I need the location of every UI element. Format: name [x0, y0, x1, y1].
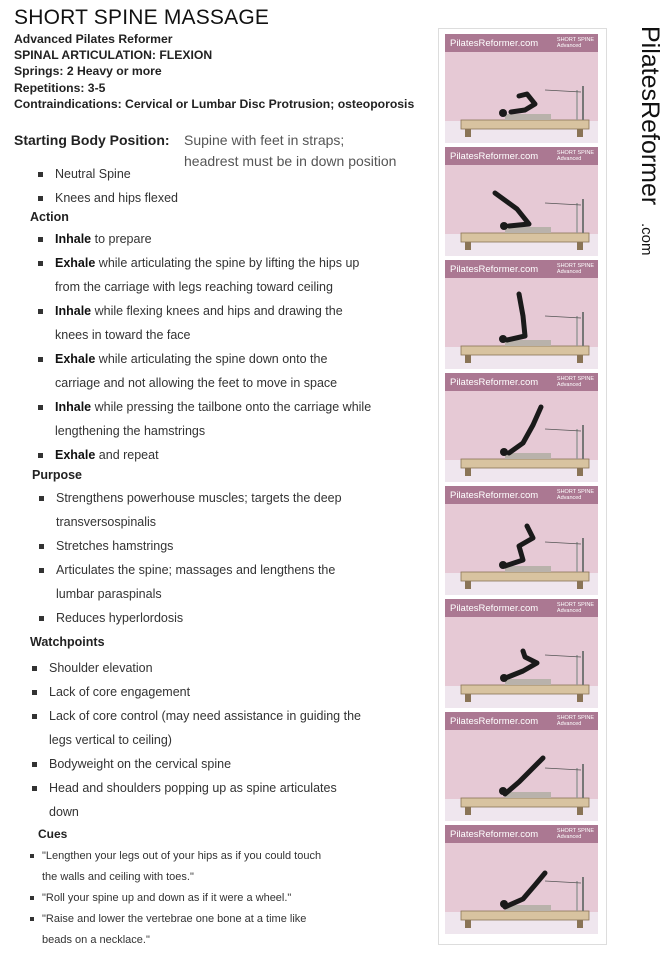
photo-tag-line: Advanced: [556, 382, 582, 388]
list-item: Knees and hips flexed: [55, 186, 178, 210]
cue-item-text-cont: beads on a necklace.": [42, 934, 150, 946]
brand-logo: [614, 22, 664, 272]
cues-list: [42, 846, 321, 951]
watchpoint-item-text: Lack of core control (may need assistance in guiding the: [49, 709, 361, 723]
purpose-heading: Purpose: [32, 468, 83, 482]
photo-watermark: PilatesReformer.com: [450, 377, 539, 388]
action-text-cont: from the carriage with legs reaching toward ceiling: [55, 280, 333, 294]
cue-item: [42, 909, 321, 951]
exercise-photo: [445, 34, 598, 143]
photo-tag-line: SHORT SPINE: [556, 150, 594, 156]
photo-tag-line: SHORT SPINE: [556, 376, 594, 382]
reformer-figure-drawing: [445, 147, 598, 256]
reformer-figure-drawing: [445, 486, 598, 595]
purpose-item-text: Stretches hamstrings: [56, 539, 174, 553]
watchpoint-item: [49, 680, 361, 704]
cue-item-text: "Raise and lower the vertebrae one bone at a time like: [42, 913, 307, 925]
starting-position: [14, 130, 397, 169]
photo-tag: [557, 715, 594, 727]
purpose-item: [56, 606, 342, 630]
action-text: while articulating the spine by lifting the hips up: [95, 256, 360, 270]
starting-position-line1: Supine with feet in straps;: [184, 132, 345, 148]
watchpoint-item: [49, 704, 361, 752]
photo-watermark: PilatesReformer.com: [450, 716, 539, 727]
cues-heading: Cues: [38, 827, 68, 841]
action-text-cont: carriage and not allowing the feet to move in space: [55, 376, 338, 390]
starting-position-list: [55, 162, 178, 210]
photo-tag-line: Advanced: [556, 43, 582, 49]
cue-item: [42, 846, 321, 888]
photo-tag: [557, 489, 594, 501]
photo-tag: [557, 263, 594, 275]
reformer-figure-drawing: [445, 260, 598, 369]
exercise-photo: [445, 147, 598, 256]
exercise-meta: [14, 31, 414, 112]
breath-label: Inhale: [55, 232, 92, 246]
photo-tag-line: Advanced: [556, 721, 582, 727]
watchpoint-item-text-cont: down: [49, 805, 79, 819]
reformer-figure-drawing: [445, 712, 598, 821]
photo-tag-line: SHORT SPINE: [556, 602, 594, 608]
level-text: Advanced Pilates Reformer: [14, 32, 173, 46]
purpose-item-text: Strengthens powerhouse muscles; targets the deep: [56, 491, 342, 505]
exercise-photo: [445, 825, 598, 934]
exercise-photo: [445, 712, 598, 821]
action-text: and repeat: [95, 448, 159, 462]
photo-tag-line: Advanced: [556, 495, 582, 501]
watchpoint-item-text: Shoulder elevation: [49, 661, 153, 675]
photo-tag: [557, 602, 594, 614]
action-text-cont: lengthening the hamstrings: [55, 424, 206, 438]
watchpoints-heading: Watchpoints: [30, 635, 105, 649]
photo-tag-line: Advanced: [556, 608, 582, 614]
brand-logo-text: [614, 22, 664, 272]
watchpoint-item: [49, 752, 361, 776]
watchpoint-item-text: Head and shoulders popping up as spine articulates: [49, 781, 337, 795]
purpose-item-text-cont: lumbar paraspinals: [56, 587, 162, 601]
photo-tag: [557, 150, 594, 162]
action-list: [55, 227, 371, 467]
photo-sequence: [438, 28, 607, 945]
photo-tag-line: Advanced: [556, 269, 582, 275]
action-heading: Action: [30, 210, 69, 224]
purpose-item: [56, 534, 342, 558]
photo-tag-line: SHORT SPINE: [556, 489, 594, 495]
photo-watermark: PilatesReformer.com: [450, 264, 539, 275]
action-item: [55, 395, 371, 443]
watchpoint-item: [49, 656, 361, 680]
starting-position-desc: [184, 130, 444, 172]
cue-item: [42, 888, 321, 909]
action-text: while articulating the spine down onto the: [95, 352, 328, 366]
breath-label: Exhale: [55, 352, 96, 366]
exercise-photo: [445, 599, 598, 708]
action-text: to prepare: [91, 232, 152, 246]
brand-main: PilatesReformer: [636, 26, 664, 206]
action-text-cont: knees in toward the face: [55, 328, 191, 342]
watchpoints-list: [49, 656, 361, 824]
photo-watermark: PilatesReformer.com: [450, 38, 539, 49]
action-item: [55, 299, 371, 347]
purpose-item-text-cont: transversospinalis: [56, 515, 157, 529]
starting-position-line2: headrest must be in down position: [184, 153, 397, 169]
reformer-figure-drawing: [445, 373, 598, 482]
photo-tag-line: SHORT SPINE: [556, 828, 594, 834]
watchpoint-item: [49, 776, 361, 824]
breath-label: Exhale: [55, 448, 96, 462]
brand-suffix: .com: [638, 223, 655, 256]
reformer-figure-drawing: [445, 825, 598, 934]
purpose-item: [56, 558, 342, 606]
photo-tag: [557, 376, 594, 388]
reformer-figure-drawing: [445, 599, 598, 708]
photo-tag-line: Advanced: [556, 156, 582, 162]
breath-label: Exhale: [55, 256, 96, 270]
action-item: [55, 251, 371, 299]
cue-item-text: "Lengthen your legs out of your hips as if you could touch: [42, 850, 322, 862]
breath-label: Inhale: [55, 304, 92, 318]
action-item: [55, 347, 371, 395]
repetitions-text: Repetitions: 3-5: [14, 80, 106, 95]
photo-watermark: PilatesReformer.com: [450, 603, 539, 614]
purpose-item-text: Reduces hyperlordosis: [56, 611, 184, 625]
articulation-text: SPINAL ARTICULATION: FLEXION: [14, 48, 213, 63]
springs-text: Springs: 2 Heavy or more: [14, 64, 162, 79]
exercise-photo: [445, 486, 598, 595]
photo-watermark: PilatesReformer.com: [450, 490, 539, 501]
photo-tag-line: SHORT SPINE: [556, 263, 594, 269]
action-text: while flexing knees and hips and drawing the: [91, 304, 343, 318]
watchpoint-item-text: Lack of core engagement: [49, 685, 191, 699]
page-title: SHORT SPINE MASSAGE: [14, 6, 270, 29]
purpose-item-text: Articulates the spine; massages and lengthens the: [56, 563, 336, 577]
exercise-photo: [445, 373, 598, 482]
purpose-item: [56, 486, 342, 534]
action-item: [55, 443, 371, 467]
exercise-photo: [445, 260, 598, 369]
watchpoint-item-text-cont: legs vertical to ceiling): [49, 733, 172, 747]
starting-position-label: Starting Body Position:: [14, 132, 170, 148]
photo-tag-line: SHORT SPINE: [556, 37, 594, 43]
breath-label: Inhale: [55, 400, 92, 414]
reformer-figure-drawing: [445, 34, 598, 143]
photo-tag: [557, 828, 594, 840]
purpose-list: [56, 486, 342, 630]
photo-tag-line: Advanced: [556, 834, 582, 840]
cue-item-text-cont: the walls and ceiling with toes.": [42, 871, 194, 883]
action-item: [55, 227, 371, 251]
action-text: while pressing the tailbone onto the carriage while: [91, 400, 372, 414]
cue-item-text: "Roll your spine up and down as if it were a wheel.": [42, 892, 292, 904]
list-item: Neutral Spine: [55, 162, 178, 186]
photo-watermark: PilatesReformer.com: [450, 829, 539, 840]
contraindications-text: Contraindications: Cervical or Lumbar Disc Protrusion; osteoporosis: [14, 96, 415, 111]
photo-tag-line: SHORT SPINE: [556, 715, 594, 721]
watchpoint-item-text: Bodyweight on the cervical spine: [49, 757, 232, 771]
photo-tag: [557, 37, 594, 49]
photo-watermark: PilatesReformer.com: [450, 151, 539, 162]
